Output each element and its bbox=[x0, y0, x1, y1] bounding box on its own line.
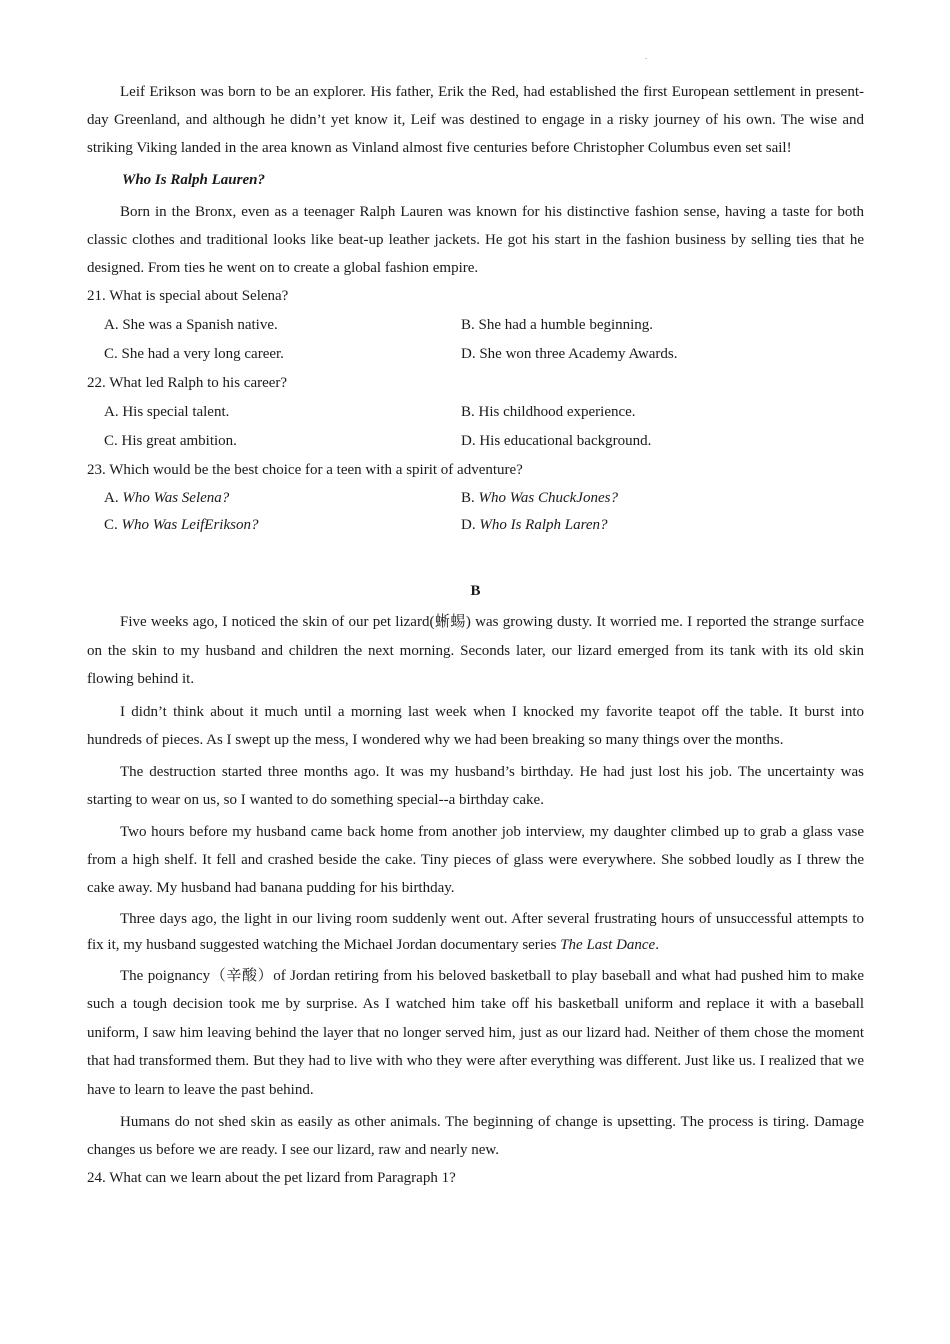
question-24-stem: 24. What can we learn about the pet lizard from Paragraph 1? bbox=[87, 1170, 456, 1186]
option-letter: B. bbox=[461, 490, 475, 506]
passage-b-paragraph-7: Humans do not shed skin as easily as other animals. The beginning of change is upsetting. The process is tiring. Damage changes us before we are ready. I see our lizard, raw and nearly new. bbox=[87, 1114, 864, 1158]
passage-b-paragraph-6: The poignancy（辛酸）of Jordan retiring from his beloved basketball to play baseball and what had pushed him to make such a tough decision took me by surprise. As I watched him take off his basketball uniform and replace it with a baseball uniform, I saw him leaving behind the layer that no longer served him, just as our lizard had. Neither of them chose the moment that had transformed them. But they had to live with who they were after everything was different. Just like us. I realized that we have to learn to leave the past behind. bbox=[87, 967, 864, 1098]
question-22-option-d: D. His educational background. bbox=[461, 433, 652, 449]
ralph-lauren-paragraph: Born in the Bronx, even as a teenager Ralph Lauren was known for his distinctive fashion sense, having a taste for both classic clothes and traditional looks like beat-up leather jackets. He got his start in the fashion business by selling ties that he designed. From ties he went on to create a global fashion empire. bbox=[87, 204, 864, 276]
question-23-stem: 23. Which would be the best choice for a teen with a spirit of adventure? bbox=[87, 462, 523, 478]
leif-erikson-paragraph: Leif Erikson was born to be an explorer. His father, Erik the Red, had established the first European settlement in present-day Greenland, and although he didn’t yet know it, Leif was destined to engage in a risky journey of his own. The wise and striking Viking landed in the area known as Vinland almost five centuries before Christopher Columbus even set sail! bbox=[87, 84, 864, 156]
passage-b-paragraph-4: Two hours before my husband came back home from another job interview, my daughter climbed up to grab a glass vase from a high shelf. It fell and crashed beside the cake. Tiny pieces of glass were everywhere. She sobbed loudly as I threw the cake away. My husband had banana pudding for his birthday. bbox=[87, 823, 864, 896]
passage-b-paragraph-5 bbox=[87, 906, 864, 958]
question-21-stem: 21. What is special about Selena? bbox=[87, 288, 289, 304]
book-title: Who Is Ralph Laren? bbox=[479, 517, 608, 533]
question-21-option-c: C. She had a very long career. bbox=[104, 346, 284, 362]
paragraph-5-period: . bbox=[655, 936, 659, 953]
passage-b-heading: B bbox=[470, 583, 481, 599]
book-title: Who Was Selena? bbox=[122, 490, 230, 506]
book-title: Who Was ChuckJones? bbox=[478, 490, 618, 506]
question-21-option-b: B. She had a humble beginning. bbox=[461, 317, 654, 333]
option-letter: A. bbox=[104, 490, 119, 506]
question-23-option-c bbox=[104, 512, 461, 539]
question-23-option-a bbox=[104, 485, 461, 512]
paragraph-5-text: Three days ago, the light in our living room suddenly went out. After several frustrating hours of unsuccessful attempts to fix it, my husband suggested watching the Michael Jordan documentary series bbox=[87, 910, 864, 953]
option-letter: D. bbox=[461, 517, 476, 533]
question-22-option-c: C. His great ambition. bbox=[104, 433, 237, 449]
question-23-options bbox=[87, 485, 864, 539]
question-21-option-a: A. She was a Spanish native. bbox=[104, 317, 278, 333]
question-22-stem: 22. What led Ralph to his career? bbox=[87, 375, 288, 391]
question-23-option-d bbox=[461, 512, 864, 539]
ralph-lauren-title: Who Is Ralph Lauren? bbox=[122, 172, 265, 188]
exam-page bbox=[87, 78, 864, 1193]
question-21-option-d: D. She won three Academy Awards. bbox=[461, 346, 678, 362]
passage-b-paragraph-3: The destruction started three months ago. It was my husband’s birthday. He had just lost his job. The uncertainty was starting to wear on us, so I wanted to do something special--a birthday cake. bbox=[87, 763, 864, 808]
question-22-options bbox=[87, 398, 864, 456]
documentary-title: The Last Dance bbox=[560, 936, 656, 953]
question-22-option-b: B. His childhood experience. bbox=[461, 404, 636, 420]
scan-mark bbox=[645, 58, 647, 59]
option-letter: C. bbox=[104, 517, 118, 533]
book-title: Who Was LeifErikson? bbox=[121, 517, 259, 533]
question-21-options bbox=[87, 311, 864, 369]
question-22-option-a: A. His special talent. bbox=[104, 404, 230, 420]
passage-b-paragraph-2: I didn’t think about it much until a morning last week when I knocked my favorite teapot off the table. It burst into hundreds of pieces. As I swept up the mess, I wondered why we had been breaking so many things over the months. bbox=[87, 703, 864, 748]
passage-b-paragraph-1: Five weeks ago, I noticed the skin of our pet lizard(蜥蜴) was growing dusty. It worried me. I reported the strange surface on the skin to my husband and children the next morning. Seconds later, our lizard emerged from its tank with its old skin flowing behind it. bbox=[87, 614, 864, 687]
question-23-option-b bbox=[461, 485, 864, 512]
